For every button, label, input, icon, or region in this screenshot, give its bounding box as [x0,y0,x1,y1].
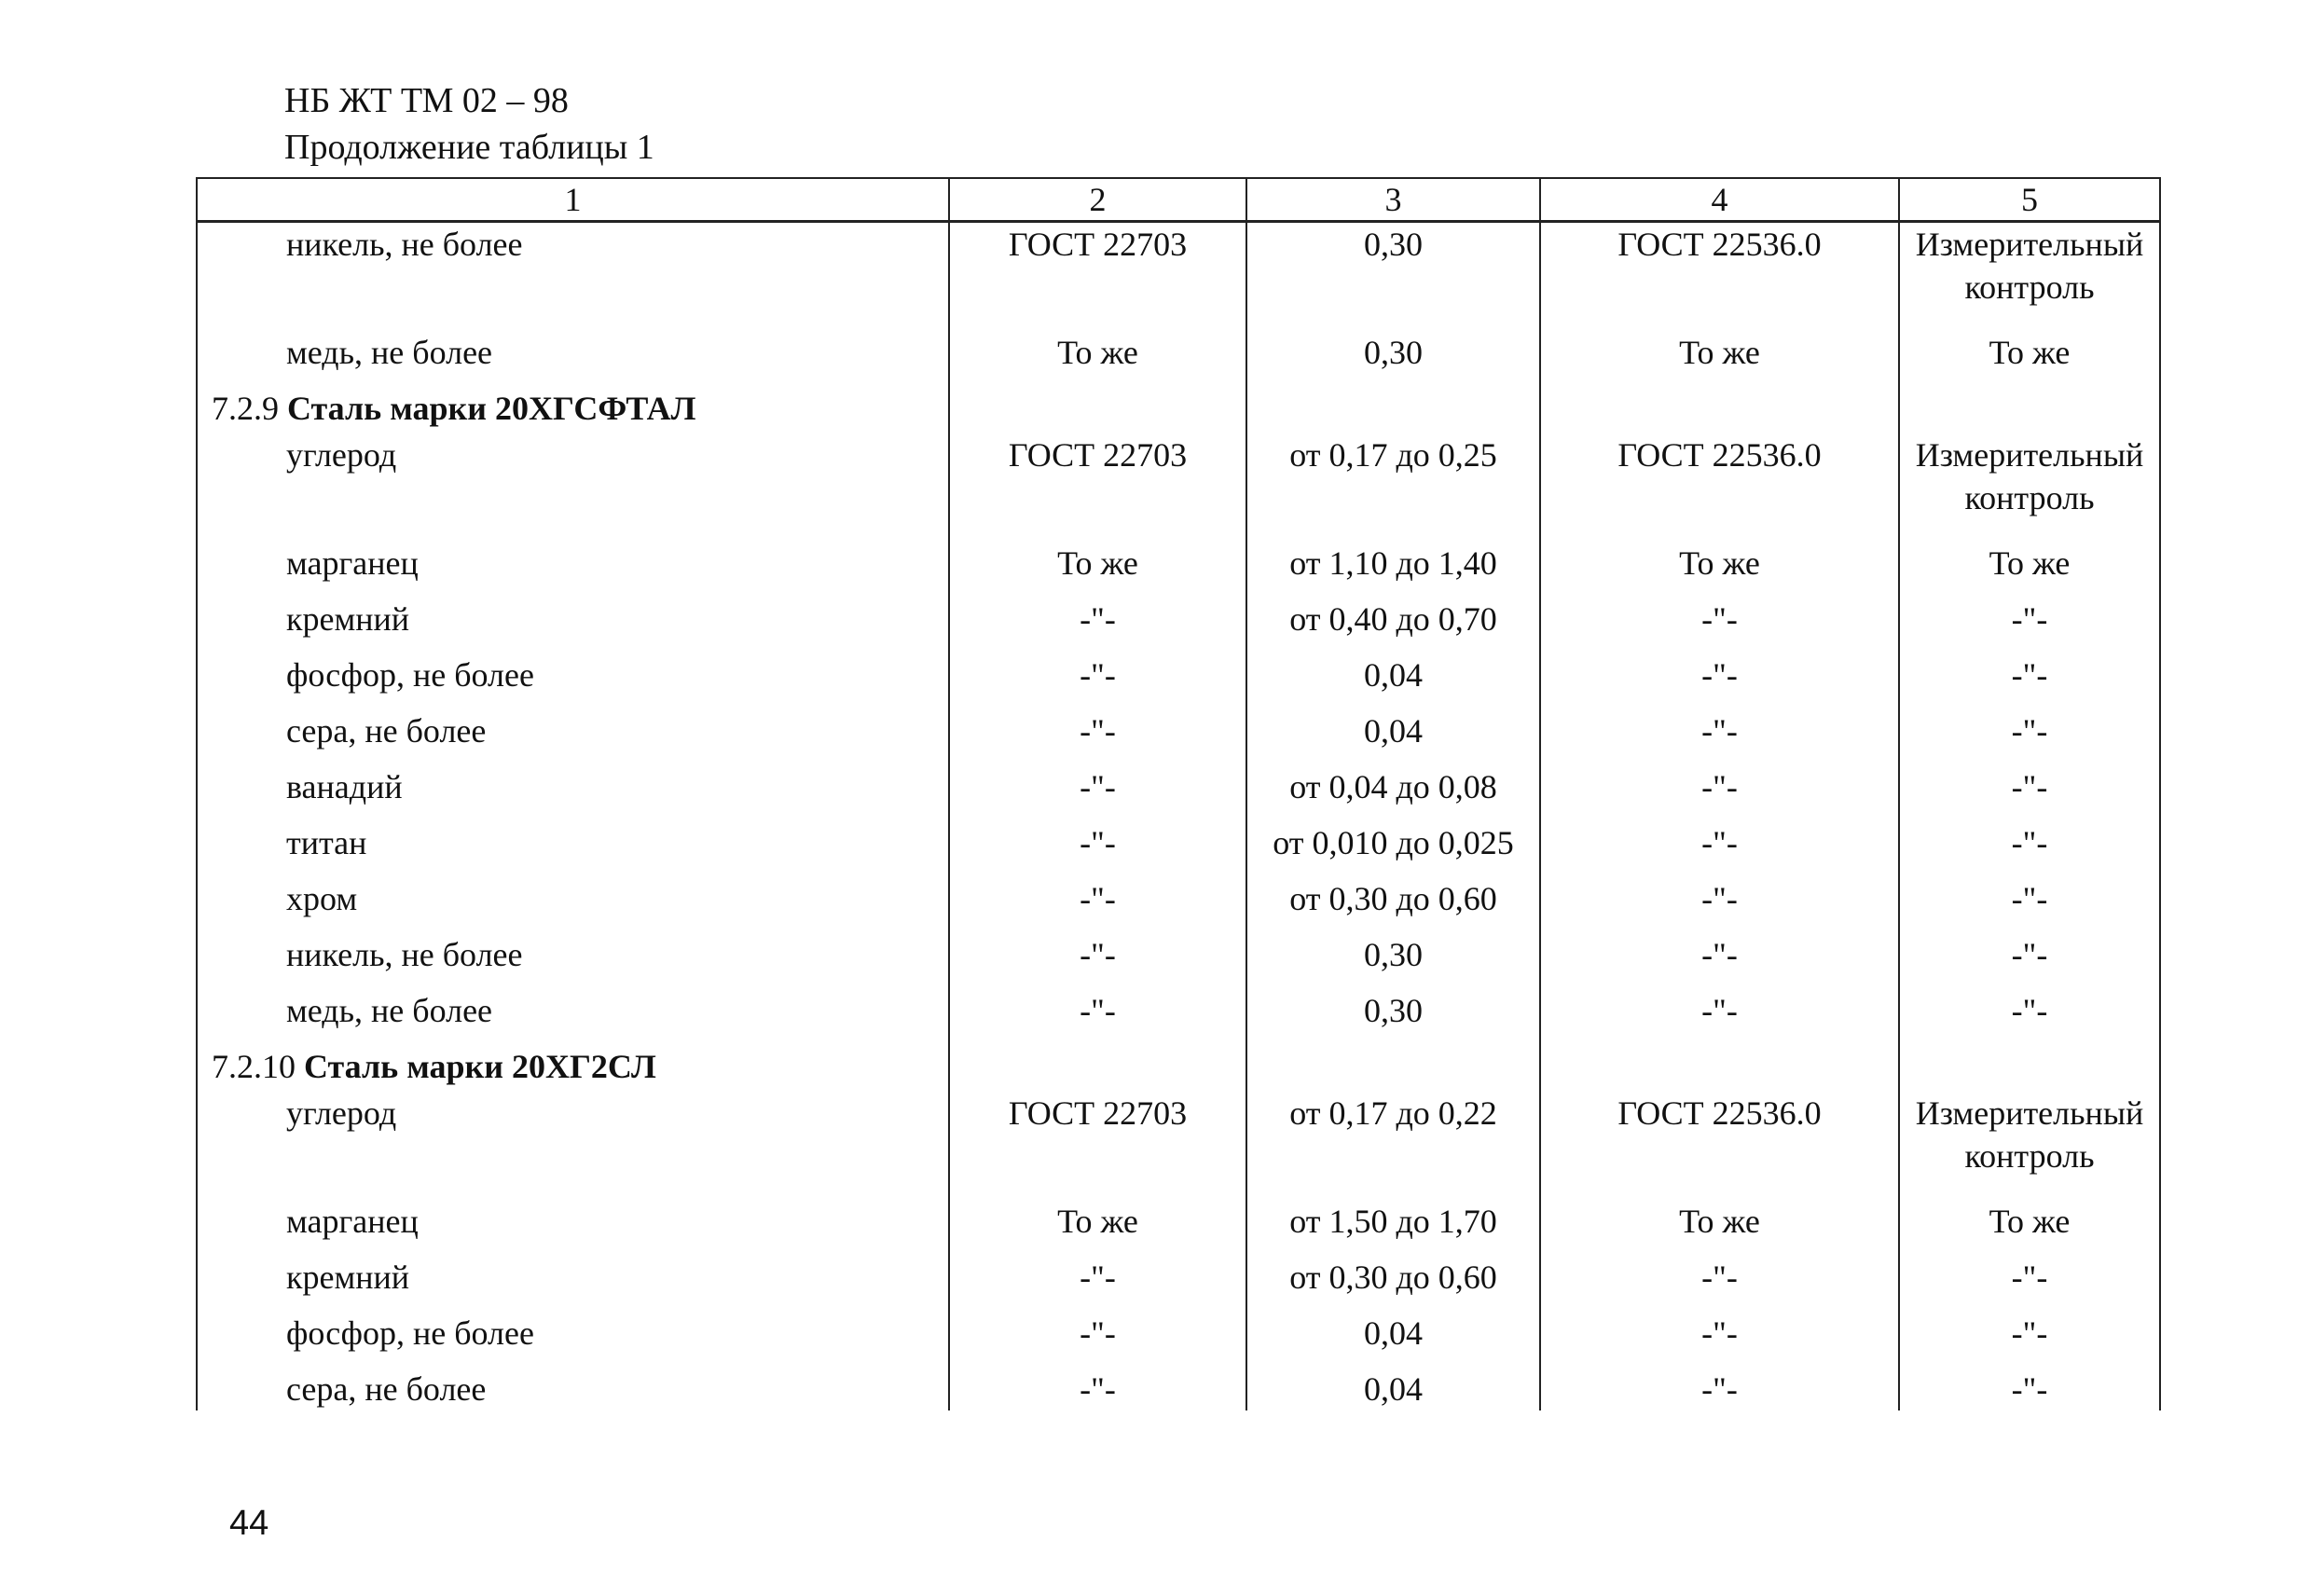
content-value-cell: 0,30 [1246,331,1540,387]
content-value-cell: 0,30 [1246,222,1540,332]
document-code: НБ ЖТ ТМ 02 – 98 [284,81,569,120]
test-standard-cell: То же [1540,1200,1899,1256]
section-title: Сталь марки 20ХГ2СЛ [304,1048,656,1085]
empty-cell [1899,1045,2160,1092]
empty-cell [1246,1045,1540,1092]
column-header-4: 4 [1540,178,1899,222]
control-type-cell: -"- [1899,821,2160,877]
test-standard-cell: -"- [1540,989,1899,1045]
table-row [197,877,2160,933]
control-type-cell: -"- [1899,1312,2160,1368]
control-type-cell: Измерительный контроль [1899,433,2160,542]
test-standard-cell: То же [1540,542,1899,598]
table-row [197,598,2160,654]
sampling-method-cell: -"- [949,1368,1246,1410]
sampling-method-cell: -"- [949,765,1246,821]
test-standard-cell: ГОСТ 22536.0 [1540,433,1899,542]
element-name-cell: сера, не более [197,1368,949,1410]
table-row [197,1256,2160,1312]
table-row [197,1312,2160,1368]
empty-cell [1899,387,2160,433]
test-standard-cell: -"- [1540,654,1899,709]
sampling-method-cell: -"- [949,877,1246,933]
table-body [197,222,2160,1411]
element-name-cell: кремний [197,1256,949,1312]
control-type-cell: -"- [1899,765,2160,821]
empty-cell [949,387,1246,433]
test-standard-cell: -"- [1540,765,1899,821]
element-name-cell: медь, не более [197,989,949,1045]
section-title: Сталь марки 20ХГСФТАЛ [287,390,696,427]
control-type-cell: Измерительный контроль [1899,1092,2160,1200]
sampling-method-cell: ГОСТ 22703 [949,1092,1246,1200]
column-header-3: 3 [1246,178,1540,222]
control-type-cell: -"- [1899,877,2160,933]
empty-cell [949,1045,1246,1092]
sampling-method-cell: То же [949,1200,1246,1256]
control-type-cell: -"- [1899,709,2160,765]
sampling-method-cell: -"- [949,989,1246,1045]
table-row [197,765,2160,821]
test-standard-cell: То же [1540,331,1899,387]
test-standard-cell: -"- [1540,821,1899,877]
table-row [197,654,2160,709]
element-name-cell: сера, не более [197,709,949,765]
element-name-cell: никель, не более [197,222,949,332]
section-heading [197,1045,949,1092]
sampling-method-cell: То же [949,331,1246,387]
empty-cell [1540,1045,1899,1092]
control-type-cell: -"- [1899,989,2160,1045]
control-type-cell: То же [1899,542,2160,598]
sampling-method-cell: -"- [949,654,1246,709]
column-header-5: 5 [1899,178,2160,222]
column-header-1: 1 [197,178,949,222]
table-row [197,331,2160,387]
control-type-cell: То же [1899,1200,2160,1256]
element-name-cell: медь, не более [197,331,949,387]
test-standard-cell: -"- [1540,877,1899,933]
content-value-cell: от 0,010 до 0,025 [1246,821,1540,877]
sampling-method-cell: -"- [949,598,1246,654]
control-type-cell: -"- [1899,933,2160,989]
element-name-cell: марганец [197,1200,949,1256]
sampling-method-cell: -"- [949,821,1246,877]
section-row [197,1045,2160,1092]
sampling-method-cell: ГОСТ 22703 [949,222,1246,332]
section-row [197,387,2160,433]
column-header-2: 2 [949,178,1246,222]
content-value-cell: от 0,30 до 0,60 [1246,877,1540,933]
table-row [197,1200,2160,1256]
sampling-method-cell: ГОСТ 22703 [949,433,1246,542]
header-row [197,178,2160,222]
table-row [197,222,2160,332]
test-standard-cell: -"- [1540,1256,1899,1312]
page-number: 44 [229,1504,269,1543]
element-name-cell: титан [197,821,949,877]
control-type-cell: Измерительный контроль [1899,222,2160,332]
section-number: 7.2.9 [212,390,279,427]
sampling-method-cell: -"- [949,1312,1246,1368]
element-name-cell: углерод [197,433,949,542]
content-value-cell: от 0,40 до 0,70 [1246,598,1540,654]
element-name-cell: фосфор, не более [197,654,949,709]
content-value-cell: 0,04 [1246,654,1540,709]
empty-cell [1540,387,1899,433]
test-standard-cell: ГОСТ 22536.0 [1540,222,1899,332]
control-type-cell: То же [1899,331,2160,387]
table-row [197,1368,2160,1410]
control-type-cell: -"- [1899,598,2160,654]
control-type-cell: -"- [1899,1368,2160,1410]
table-row [197,542,2160,598]
element-name-cell: углерод [197,1092,949,1200]
content-value-cell: 0,04 [1246,1368,1540,1410]
test-standard-cell: ГОСТ 22536.0 [1540,1092,1899,1200]
table-caption: Продолжение таблицы 1 [284,128,654,167]
content-value-cell: от 1,50 до 1,70 [1246,1200,1540,1256]
content-value-cell: 0,04 [1246,1312,1540,1368]
element-name-cell: хром [197,877,949,933]
control-type-cell: -"- [1899,1256,2160,1312]
table-row [197,933,2160,989]
content-value-cell: от 0,04 до 0,08 [1246,765,1540,821]
sampling-method-cell: -"- [949,709,1246,765]
content-value-cell: от 1,10 до 1,40 [1246,542,1540,598]
content-value-cell: 0,30 [1246,933,1540,989]
content-value-cell: от 0,17 до 0,22 [1246,1092,1540,1200]
sampling-method-cell: -"- [949,933,1246,989]
test-standard-cell: -"- [1540,709,1899,765]
element-name-cell: кремний [197,598,949,654]
table-row [197,709,2160,765]
test-standard-cell: -"- [1540,1368,1899,1410]
table-row [197,1092,2160,1200]
content-value-cell: 0,04 [1246,709,1540,765]
table-row [197,821,2160,877]
control-type-cell: -"- [1899,654,2160,709]
element-name-cell: фосфор, не более [197,1312,949,1368]
test-standard-cell: -"- [1540,933,1899,989]
content-value-cell: 0,30 [1246,989,1540,1045]
section-number: 7.2.10 [212,1048,296,1085]
element-name-cell: ванадий [197,765,949,821]
test-standard-cell: -"- [1540,1312,1899,1368]
test-standard-cell: -"- [1540,598,1899,654]
spec-table [196,177,2161,1410]
element-name-cell: марганец [197,542,949,598]
sampling-method-cell: То же [949,542,1246,598]
table-row [197,989,2160,1045]
table-header [197,178,2160,222]
content-value-cell: от 0,30 до 0,60 [1246,1256,1540,1312]
content-value-cell: от 0,17 до 0,25 [1246,433,1540,542]
sampling-method-cell: -"- [949,1256,1246,1312]
section-heading [197,387,949,433]
table-row [197,433,2160,542]
empty-cell [1246,387,1540,433]
element-name-cell: никель, не более [197,933,949,989]
